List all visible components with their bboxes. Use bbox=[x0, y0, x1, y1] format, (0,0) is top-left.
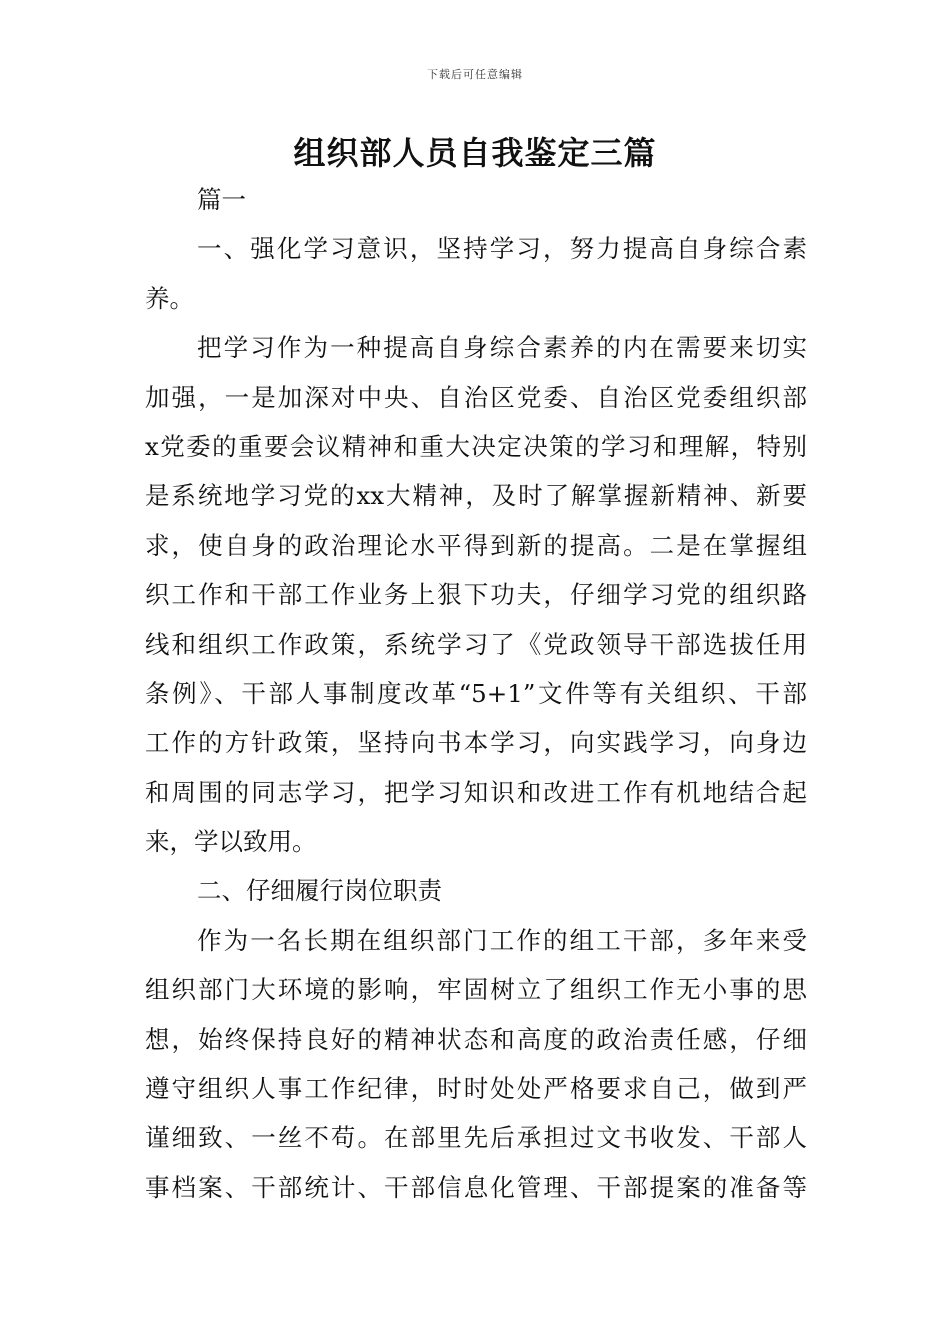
body-line: 工作的方针政策，坚持向书本学习，向实践学习，向身边 bbox=[145, 728, 807, 758]
document-title: 组织部人员自我鉴定三篇 bbox=[293, 134, 657, 172]
body-line: 一、强化学习意识，坚持学习，努力提高自身综合素 bbox=[197, 234, 807, 264]
body-line: 作为一名长期在组织部门工作的组工干部，多年来受 bbox=[197, 925, 807, 955]
body-line: 养。 bbox=[145, 283, 194, 313]
body-line: 织工作和干部工作业务上狠下功夫，仔细学习党的组织路 bbox=[145, 580, 807, 610]
body-line: 谨细致、一丝不苟。在部里先后承担过文书收发、干部人 bbox=[145, 1123, 807, 1153]
body-line: x党委的重要会议精神和重大决定决策的学习和理解，特别 bbox=[145, 431, 807, 461]
body-line: 把学习作为一种提高自身综合素养的内在需要来切实 bbox=[197, 333, 807, 363]
body-line: 篇一 bbox=[197, 185, 246, 214]
body-line: 加强，一是加深对中央、自治区党委、自治区党委组织部 bbox=[145, 382, 807, 412]
body-line: 想，始终保持良好的精神状态和高度的政治责任感，仔细 bbox=[145, 1024, 807, 1054]
body-line: 和周围的同志学习，把学习知识和改进工作有机地结合起 bbox=[145, 777, 807, 807]
body-line: 线和组织工作政策，系统学习了《党政领导干部选拔任用 bbox=[145, 629, 807, 659]
body-line: 求，使自身的政治理论水平得到新的提高。二是在掌握组 bbox=[145, 530, 807, 560]
body-line: 来，学以致用。 bbox=[145, 827, 317, 857]
document-body bbox=[145, 175, 807, 1212]
body-line: 二、仔细履行岗位职责 bbox=[197, 876, 442, 906]
body-line: 是系统地学习党的xx大精神，及时了解掌握新精神、新要 bbox=[145, 481, 807, 511]
header-note: 下载后可任意编辑 bbox=[427, 68, 523, 81]
body-line: 组织部门大环境的影响，牢固树立了组织工作无小事的思 bbox=[145, 975, 807, 1005]
body-line: 遵守组织人事工作纪律，时时处处严格要求自己，做到严 bbox=[145, 1074, 807, 1104]
body-line: 条例》、干部人事制度改革“5+1”文件等有关组织、干部 bbox=[145, 678, 807, 708]
body-line: 事档案、干部统计、干部信息化管理、干部提案的准备等 bbox=[145, 1172, 807, 1202]
